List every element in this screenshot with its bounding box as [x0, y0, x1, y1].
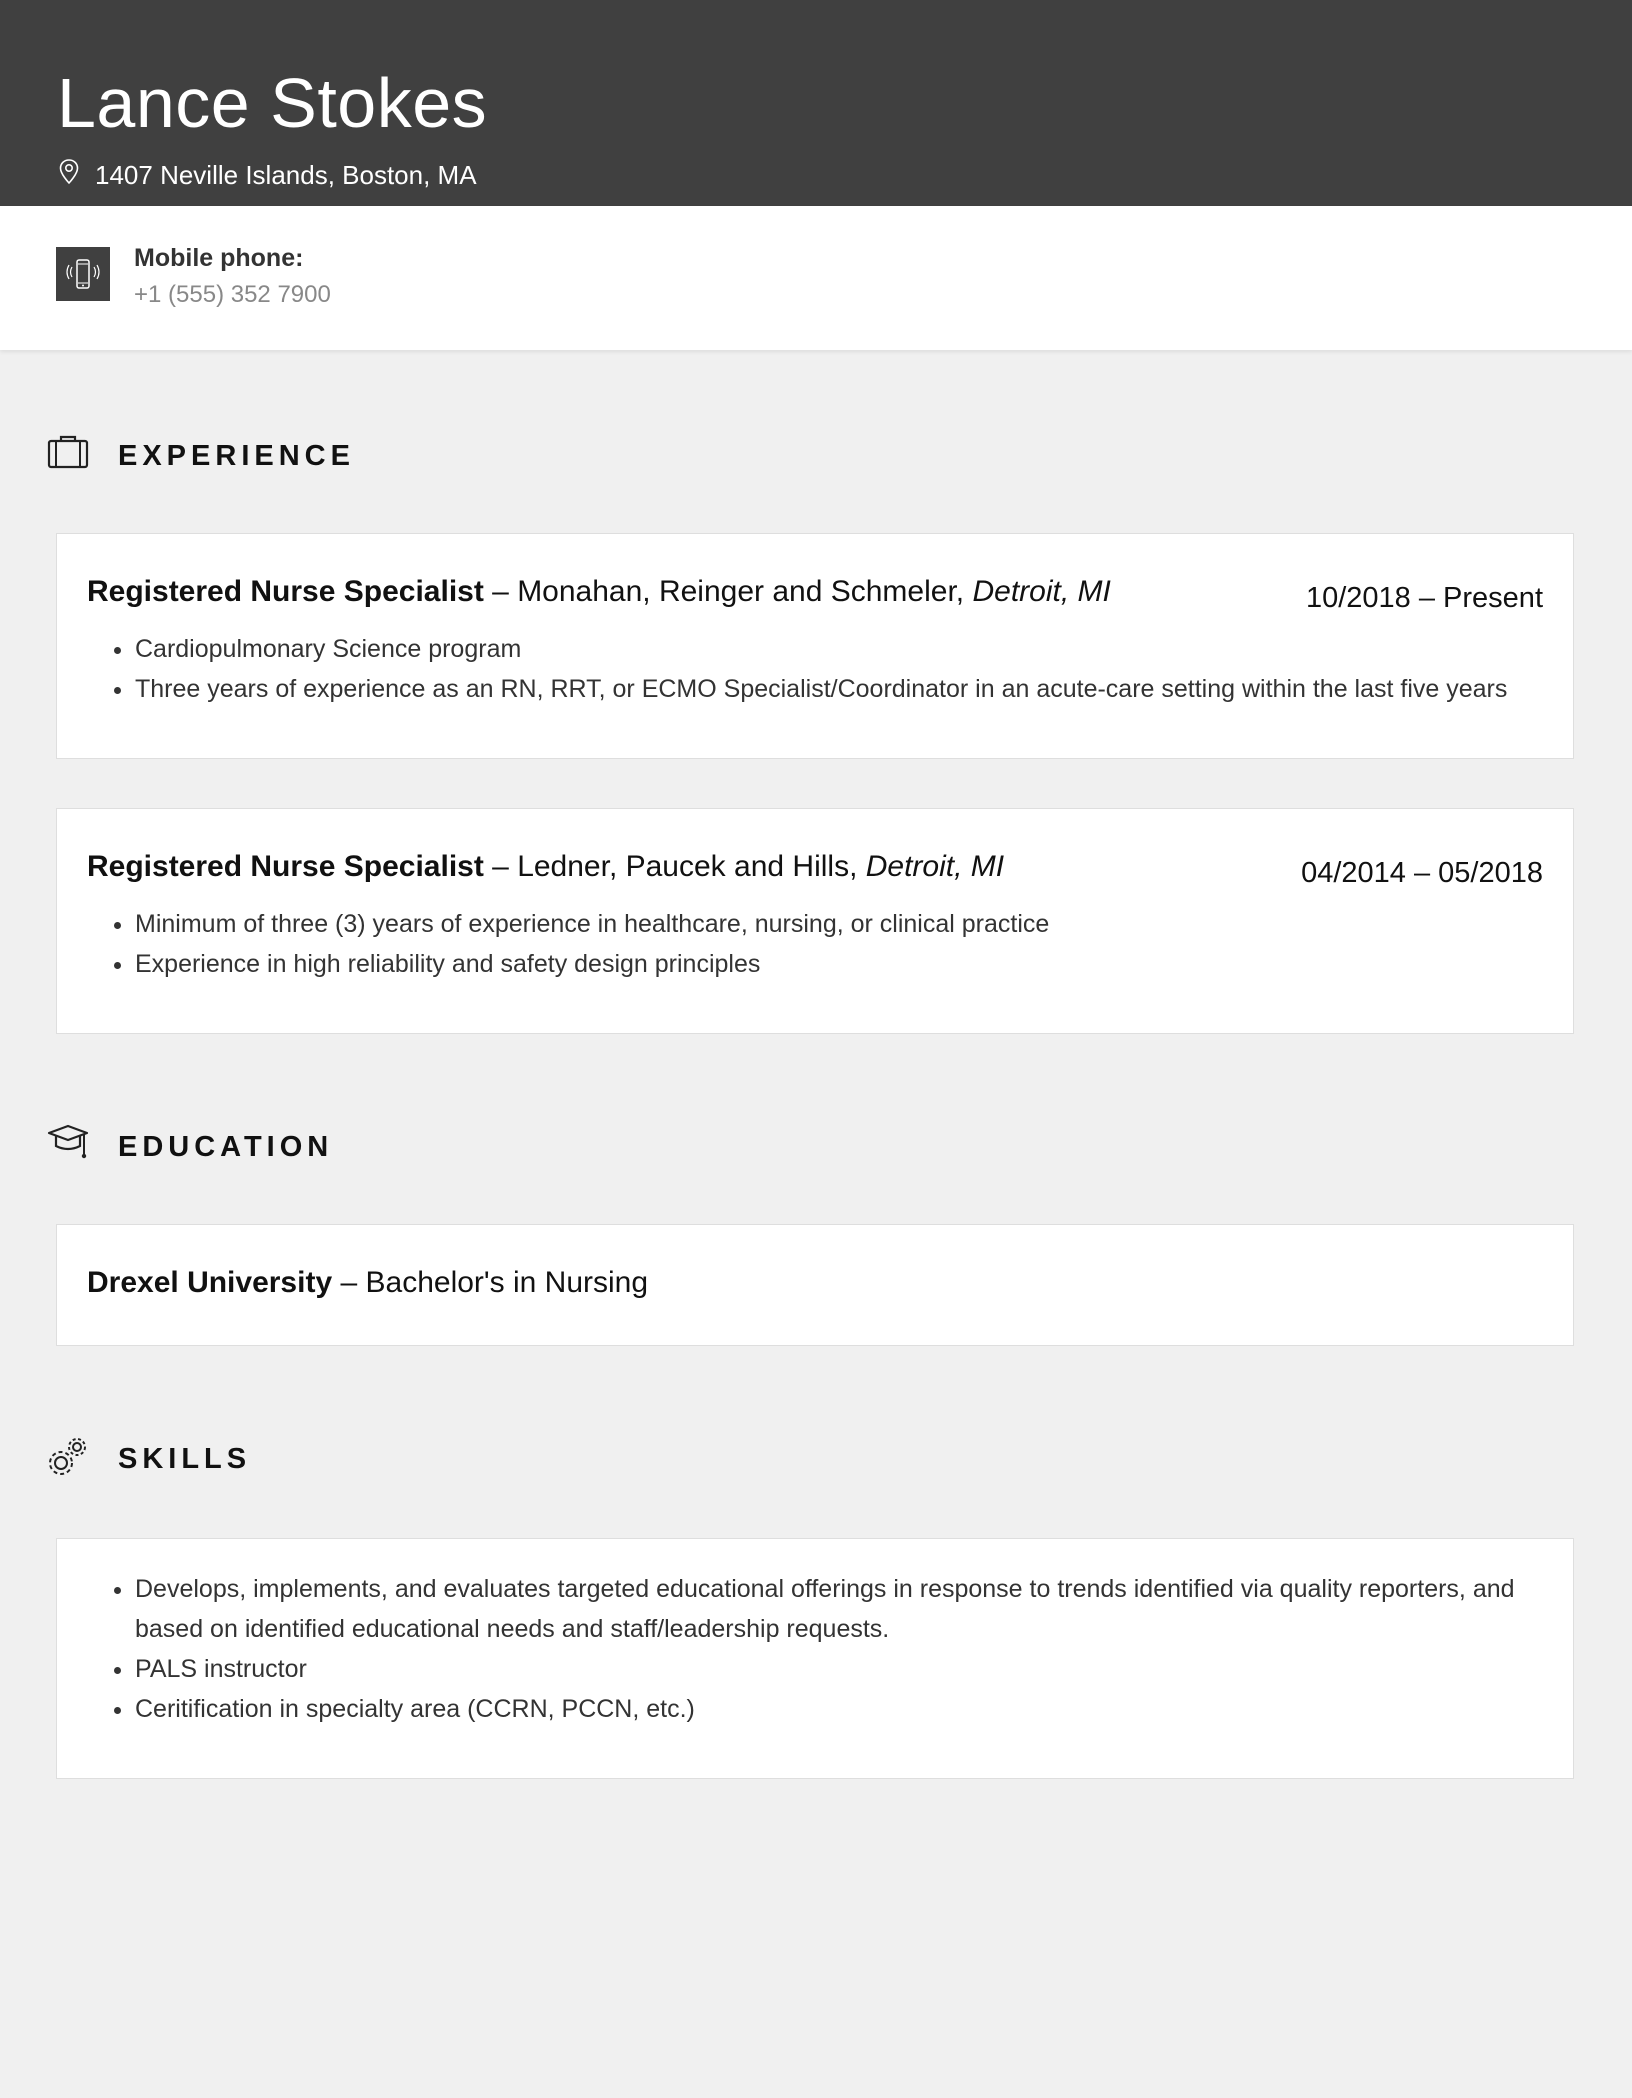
skills-card: [56, 1538, 1574, 1779]
map-pin-icon: [58, 158, 80, 186]
education-separator: –: [332, 1266, 366, 1299]
list-item: • Three years of experience as an RN, RRT, or ECMO Specialist/Coordinator in an acute-care setting within the last five years: [135, 669, 1507, 709]
job-title: Registered Nurse Specialist: [87, 575, 484, 608]
job-comma: ,: [849, 850, 866, 883]
experience-card: [56, 533, 1574, 759]
job-comma: ,: [955, 575, 973, 608]
education-heading: EDUCATION: [118, 1131, 334, 1163]
list-item: • Ceritification in specialty area (CCRN, PCCN, etc.): [135, 1689, 1575, 1729]
list-item: • Experience in high reliability and safety design principles: [135, 944, 1049, 984]
experience-heading: EXPERIENCE: [118, 440, 355, 472]
job-heading: [87, 572, 1111, 612]
job-separator: –: [483, 850, 518, 883]
list-item: • Develops, implements, and evaluates targeted educational offerings in response to trends identified via quality reporters, and based on identified educational needs and staff/leadership requests.: [135, 1569, 1575, 1649]
education-card: [56, 1224, 1574, 1346]
job-company: Monahan, Reinger and Schmeler: [517, 575, 956, 608]
phone-label: Mobile phone:: [134, 244, 304, 272]
job-bullets: [107, 904, 1049, 984]
job-separator: –: [483, 575, 518, 608]
graduation-cap-icon: [46, 1122, 90, 1166]
list-item: • Minimum of three (3) years of experience in healthcare, nursing, or clinical practice: [135, 904, 1049, 944]
gears-icon: [46, 1436, 90, 1480]
job-location: Detroit, MI: [865, 850, 1005, 883]
job-bullets: [107, 629, 1507, 709]
job-location: Detroit, MI: [972, 575, 1111, 608]
job-title: Registered Nurse Specialist: [87, 850, 484, 883]
skills-heading: SKILLS: [118, 1443, 252, 1475]
skills-list: [107, 1569, 1575, 1729]
job-heading: [87, 847, 1004, 887]
list-item: • Cardiopulmonary Science program: [135, 629, 1507, 669]
job-company: Ledner, Paucek and Hills: [517, 850, 850, 883]
resume-header: [0, 0, 1632, 206]
experience-card: [56, 808, 1574, 1034]
education-entry: [87, 1263, 648, 1303]
education-degree: Bachelor's in Nursing: [365, 1266, 649, 1299]
briefcase-icon: [46, 432, 90, 476]
mobile-phone-icon: [56, 247, 110, 301]
phone-value: +1 (555) 352 7900: [134, 281, 331, 308]
list-item: • PALS instructor: [135, 1649, 1575, 1689]
candidate-name: Lance Stokes: [57, 64, 488, 142]
candidate-location: 1407 Neville Islands, Boston, MA: [95, 160, 477, 190]
education-school: Drexel University: [87, 1266, 333, 1299]
job-dates: 10/2018 – Present: [1305, 582, 1543, 614]
job-dates: 04/2014 – 05/2018: [1301, 857, 1543, 889]
